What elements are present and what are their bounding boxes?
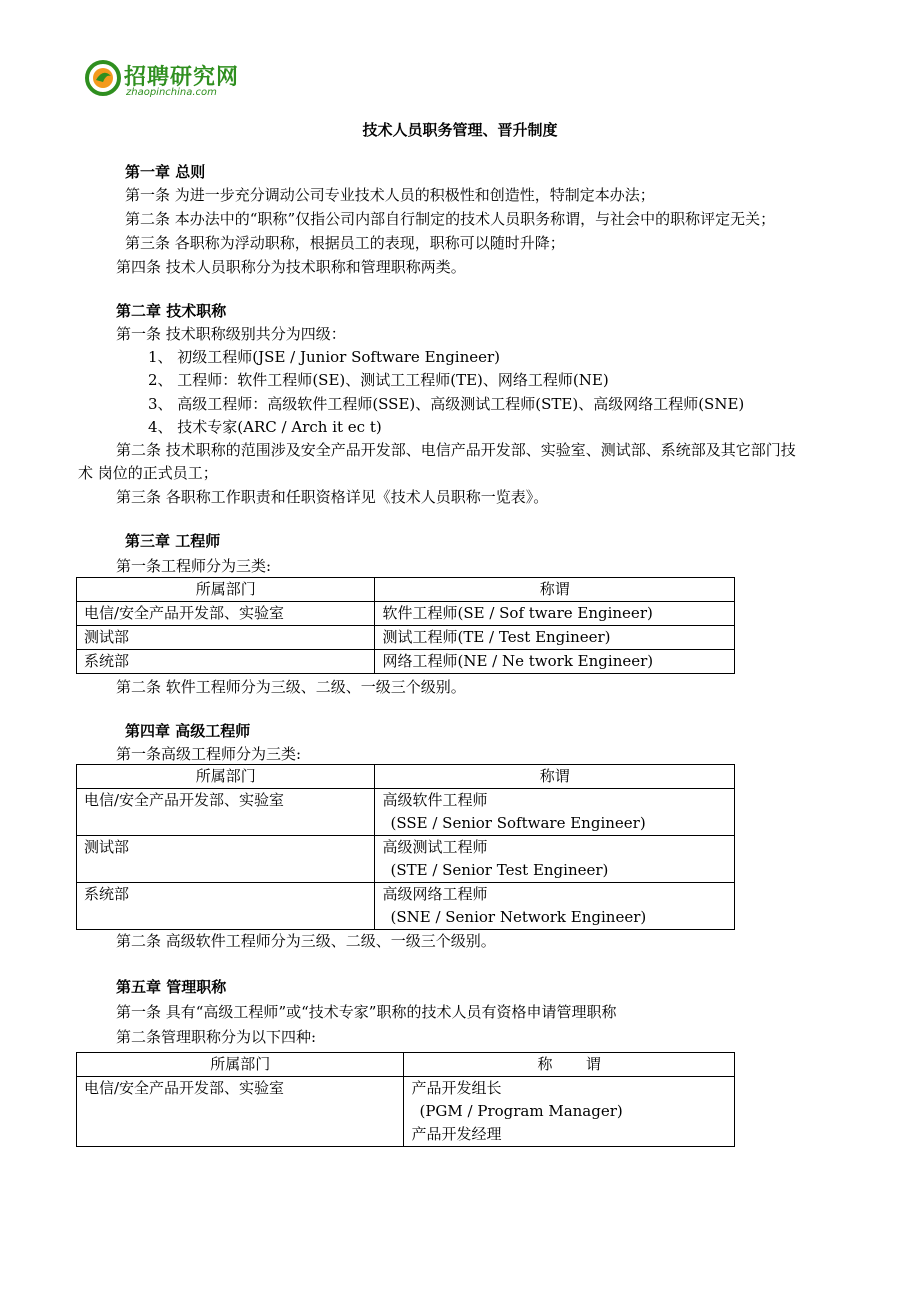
table-row bbox=[77, 602, 735, 626]
ch3-article-1: 第一条工程师分为三类: bbox=[116, 557, 272, 575]
management-table bbox=[76, 1052, 735, 1147]
ch1-article-1: 第一条 为进一步充分调动公司专业技术人员的积极性和创造性，特制定本办法； bbox=[125, 186, 655, 204]
dept-cell: 测试部 bbox=[77, 626, 375, 650]
title-cell bbox=[375, 789, 735, 836]
ch1-article-2: 第二条 本办法中的“职称”仅指公司内部自行制定的技术人员职务称谓，与社会中的职称评定无关； bbox=[125, 210, 776, 228]
ch2-article-3: 第三条 各职称工作职责和任职资格详见《技术人员职称一览表》。 bbox=[116, 488, 549, 506]
title-cn-2: 产品开发经理 bbox=[411, 1125, 502, 1143]
ch3-article-2: 第二条 软件工程师分为三级、二级、一级三个级别。 bbox=[116, 678, 466, 696]
dept-cell: 电信/安全产品开发部、实验室 bbox=[77, 1077, 404, 1147]
ch2-level-2: 2、 工程师：软件工程师(SE)、测试工工程师(TE)、网络工程师(NE) bbox=[148, 371, 609, 389]
title-cn: 高级软件工程师 bbox=[382, 791, 488, 809]
logo-domain: zhaopinchina.com bbox=[126, 87, 217, 98]
dept-cell: 测试部 bbox=[77, 836, 375, 883]
logo-emblem-icon bbox=[84, 58, 124, 100]
ch4-article-2: 第二条 高级软件工程师分为三级、二级、一级三个级别。 bbox=[116, 932, 496, 950]
ch4-article-1: 第一条高级工程师分为三类: bbox=[116, 745, 302, 763]
ch2-level-3: 3、 高级工程师：高级软件工程师(SSE)、高级测试工程师(STE)、高级网络工程师(SNE) bbox=[148, 395, 745, 413]
ch5-article-1: 第一条 具有“高级工程师”或“技术专家”职称的技术人员有资格申请管理职称 bbox=[116, 1003, 617, 1021]
chapter-2-heading: 第二章 技术职称 bbox=[116, 302, 227, 320]
ch1-article-3: 第三条 各职称为浮动职称，根据员工的表现，职称可以随时升降； bbox=[125, 234, 565, 252]
ch2-article-2-line-1: 第二条 技术职称的范围涉及安全产品开发部、电信产品开发部、实验室、测试部、系统部及其它部门技 bbox=[116, 441, 796, 459]
column-header-title: 称 谓 bbox=[404, 1053, 735, 1077]
title-cn: 高级网络工程师 bbox=[382, 885, 488, 903]
column-header-dept: 所属部门 bbox=[77, 765, 375, 789]
dept-cell: 电信/安全产品开发部、实验室 bbox=[77, 602, 375, 626]
engineer-table bbox=[76, 577, 735, 674]
title-cn: 高级测试工程师 bbox=[382, 838, 488, 856]
site-logo bbox=[84, 58, 264, 102]
dept-cell: 系统部 bbox=[77, 883, 375, 930]
column-header-title: 称谓 bbox=[375, 765, 735, 789]
chapter-5-heading: 第五章 管理职称 bbox=[116, 978, 227, 996]
ch2-level-4: 4、 技术专家(ARC / Arch it ec t) bbox=[148, 418, 382, 436]
title-en: (SSE / Senior Software Engineer) bbox=[390, 814, 646, 832]
column-header-dept: 所属部门 bbox=[77, 1053, 404, 1077]
senior-engineer-table bbox=[76, 764, 735, 930]
table-row bbox=[77, 1077, 735, 1147]
ch2-level-1: 1、 初级工程师(JSE / Junior Software Engineer) bbox=[148, 348, 501, 366]
title-cell: 测试工程师(TE / Test Engineer) bbox=[375, 626, 735, 650]
chapter-1-heading: 第一章 总则 bbox=[125, 163, 206, 181]
chapter-3-heading: 第三章 工程师 bbox=[125, 532, 221, 550]
chapter-4-heading: 第四章 高级工程师 bbox=[125, 722, 251, 740]
ch1-article-4: 第四条 技术人员职称分为技术职称和管理职称两类。 bbox=[116, 258, 466, 276]
ch2-article-1: 第一条 技术职称级别共分为四级： bbox=[116, 325, 346, 343]
table-row bbox=[77, 883, 735, 930]
ch5-article-2: 第二条管理职称分为以下四种: bbox=[116, 1028, 317, 1046]
table-row bbox=[77, 789, 735, 836]
table-header-row bbox=[77, 1053, 735, 1077]
title-en: (PGM / Program Manager) bbox=[419, 1102, 623, 1120]
column-header-title: 称谓 bbox=[375, 578, 735, 602]
table-header-row bbox=[77, 578, 735, 602]
title-cell: 网络工程师(NE / Ne twork Engineer) bbox=[375, 650, 735, 674]
title-cell bbox=[375, 836, 735, 883]
table-header-row bbox=[77, 765, 735, 789]
title-en: (SNE / Senior Network Engineer) bbox=[390, 908, 647, 926]
document-title: 技术人员职务管理、晋升制度 bbox=[362, 121, 558, 139]
title-cell: 软件工程师(SE / Sof tware Engineer) bbox=[375, 602, 735, 626]
table-row bbox=[77, 626, 735, 650]
table-row bbox=[77, 836, 735, 883]
title-cell bbox=[375, 883, 735, 930]
title-en: (STE / Senior Test Engineer) bbox=[390, 861, 609, 879]
title-cn: 产品开发组长 bbox=[411, 1079, 502, 1097]
dept-cell: 系统部 bbox=[77, 650, 375, 674]
table-row bbox=[77, 650, 735, 674]
ch2-article-2-line-2: 术 岗位的正式员工； bbox=[78, 464, 218, 482]
title-cell bbox=[404, 1077, 735, 1147]
column-header-dept: 所属部门 bbox=[77, 578, 375, 602]
dept-cell: 电信/安全产品开发部、实验室 bbox=[77, 789, 375, 836]
logo-name: 招聘研究网 bbox=[124, 65, 240, 90]
